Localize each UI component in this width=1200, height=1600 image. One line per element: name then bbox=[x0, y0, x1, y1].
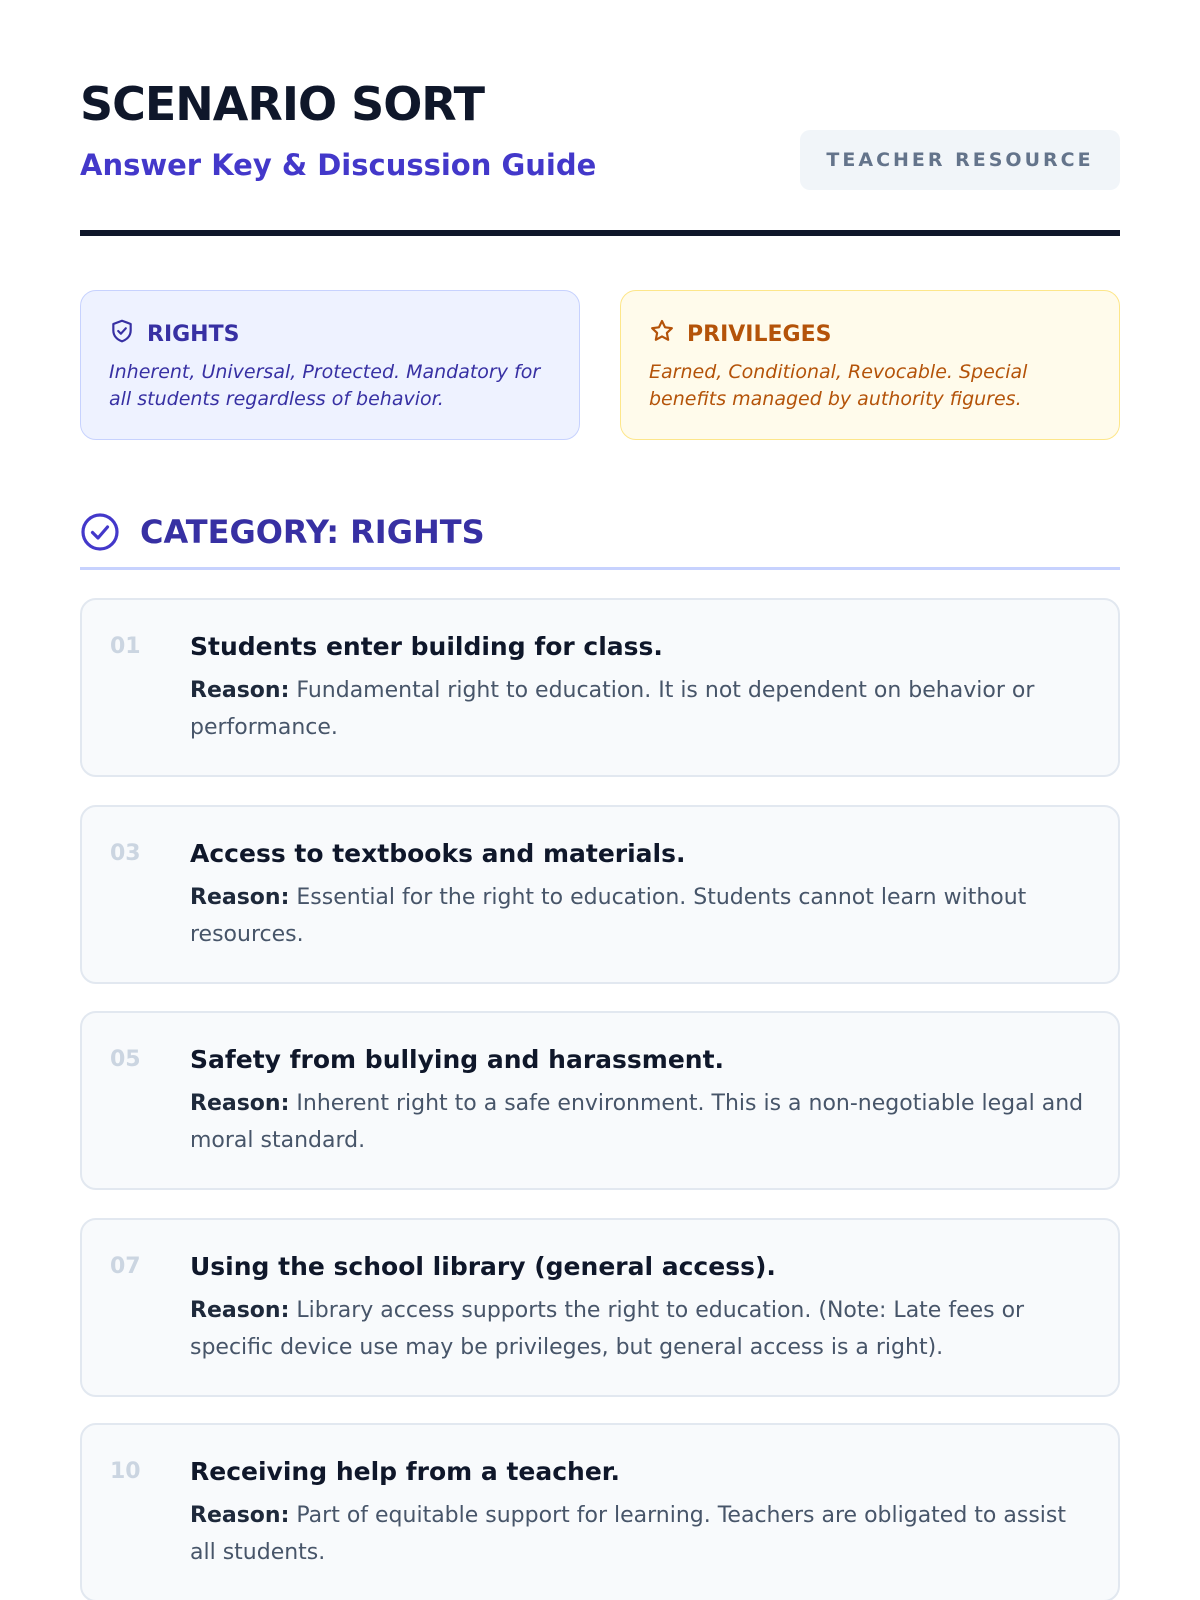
scenario-body bbox=[190, 837, 1090, 953]
scenario-title: Safety from bullying and harassment. bbox=[190, 1045, 725, 1074]
star-icon bbox=[649, 318, 675, 350]
scenario-title: Students enter building for class. bbox=[190, 632, 663, 661]
page-title: SCENARIO SORT bbox=[80, 77, 485, 131]
privileges-definition-text: Earned, Conditional, Revocable. Special benefits managed by authority figures. bbox=[649, 361, 1028, 410]
reason-text: Inherent right to a safe environment. This is a non-negotiable legal and moral standard. bbox=[190, 1091, 1084, 1153]
scenario-reason bbox=[190, 1497, 1090, 1571]
check-circle-icon bbox=[80, 512, 120, 552]
scenario-item bbox=[80, 1011, 1120, 1190]
scenario-item bbox=[80, 1423, 1120, 1600]
reason-label: Reason: bbox=[190, 1503, 290, 1528]
reason-text: Essential for the right to education. Students cannot learn without resources. bbox=[190, 885, 1027, 947]
scenario-body bbox=[190, 630, 1090, 746]
scenario-body bbox=[190, 1455, 1090, 1571]
scenario-title: Access to textbooks and materials. bbox=[190, 839, 686, 868]
privileges-definition-title: PRIVILEGES bbox=[687, 321, 832, 347]
privileges-definition-card bbox=[620, 290, 1120, 440]
scenario-body bbox=[190, 1043, 1090, 1159]
scenario-number: 05 bbox=[110, 1047, 141, 1072]
scenario-item bbox=[80, 805, 1120, 984]
scenario-number: 01 bbox=[110, 634, 141, 659]
header-divider bbox=[80, 230, 1120, 236]
rights-definition-card bbox=[80, 290, 580, 440]
scenario-reason bbox=[190, 879, 1090, 953]
scenario-reason bbox=[190, 672, 1090, 746]
reason-text: Part of equitable support for learning. Teachers are obligated to assist all students. bbox=[190, 1503, 1066, 1565]
category-title: CATEGORY: RIGHTS bbox=[140, 513, 485, 551]
shield-icon bbox=[109, 318, 135, 350]
answer-key-page bbox=[80, 0, 1120, 1600]
reason-label: Reason: bbox=[190, 678, 290, 703]
scenario-title: Using the school library (general access). bbox=[190, 1252, 776, 1281]
rights-definition-heading bbox=[109, 319, 551, 349]
scenario-item bbox=[80, 598, 1120, 777]
scenario-reason bbox=[190, 1085, 1090, 1159]
reason-text: Library access supports the right to education. (Note: Late fees or specific device use may be privileges, but general access is a right). bbox=[190, 1298, 1025, 1360]
rights-category-header bbox=[80, 510, 1120, 570]
teacher-resource-badge: TEACHER RESOURCE bbox=[800, 130, 1120, 190]
page-header bbox=[80, 76, 1120, 236]
privileges-definition-heading bbox=[649, 319, 1091, 349]
scenario-number: 10 bbox=[110, 1459, 141, 1484]
scenario-number: 03 bbox=[110, 841, 141, 866]
rights-definition-title: RIGHTS bbox=[147, 321, 240, 347]
reason-text: Fundamental right to education. It is not dependent on behavior or performance. bbox=[190, 678, 1035, 740]
reason-label: Reason: bbox=[190, 1091, 290, 1116]
reason-label: Reason: bbox=[190, 885, 290, 910]
reason-label: Reason: bbox=[190, 1298, 290, 1323]
rights-definition-text: Inherent, Universal, Protected. Mandatory for all students regardless of behavior. bbox=[109, 361, 541, 410]
scenario-number: 07 bbox=[110, 1254, 141, 1279]
scenario-title: Receiving help from a teacher. bbox=[190, 1457, 621, 1486]
scenario-reason bbox=[190, 1292, 1090, 1366]
scenario-body bbox=[190, 1250, 1090, 1366]
scenario-item bbox=[80, 1218, 1120, 1397]
page-subtitle: Answer Key & Discussion Guide bbox=[80, 148, 597, 182]
